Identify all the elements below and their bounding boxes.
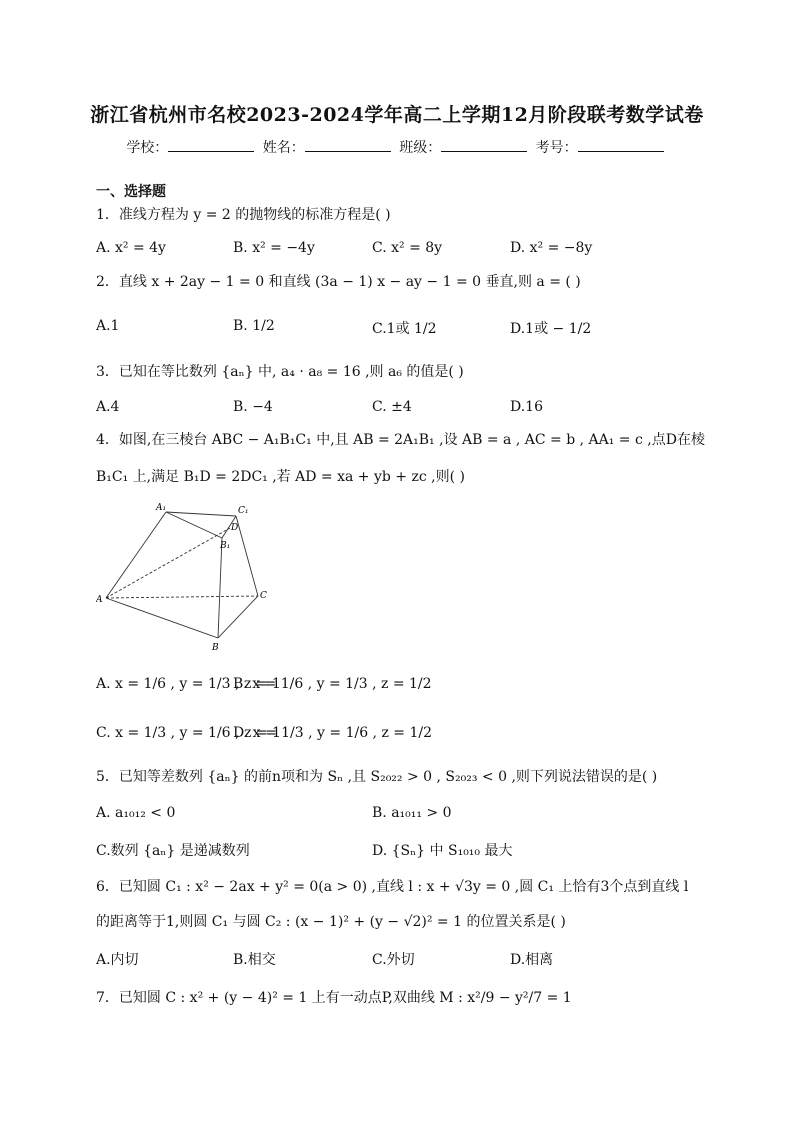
q6-option-b: B.相交 (233, 952, 276, 968)
edge-BC (218, 596, 258, 638)
edge-CC1 (236, 516, 258, 596)
q2-option-d: D.1或 − 1/2 (510, 321, 592, 337)
q5-option-d: D. {Sₙ} 中 S₁₀₁₀ 最大 (372, 843, 513, 859)
q6-option-c: C.外切 (372, 952, 415, 968)
q2-option-b: B. 1/2 (233, 318, 275, 334)
question-1-stem: 1．准线方程为 y = 2 的抛物线的标准方程是( ) (96, 207, 391, 223)
class-label: 班级： (399, 140, 442, 156)
question-4-stem-line2: B₁C₁ 上,满足 B₁D = 2DC₁ ,若 AD = xa + yb + zc ,则( ) (96, 469, 465, 485)
q1-option-d: D. x² = −8y (510, 240, 593, 256)
frustum-diagram (96, 498, 276, 658)
question-5-stem: 5．已知等差数列 {aₙ} 的前n项和为 Sₙ ,且 S₂₀₂₂ > 0 , S₂₀₂₃ < 0 ,则下列说法错误的是( ) (96, 769, 658, 785)
school-label: 学校： (126, 140, 169, 156)
frustum-figure (96, 498, 276, 658)
label-B1: B₁ (220, 541, 231, 551)
question-3-stem: 3．已知在等比数列 {aₙ} 中, a₄ · a₈ = 16 ,则 a₆ 的值是( ) (96, 364, 464, 380)
segment-AD-hidden (106, 528, 230, 598)
q3-option-d: D.16 (510, 399, 543, 415)
edge-A1C1 (166, 512, 236, 516)
question-6-stem-line2: 的距离等于1,则圆 C₁ 与圆 C₂ : (x − 1)² + (y − √2)² = 1 的位置关系是( ) (96, 914, 566, 930)
label-A: A (96, 595, 103, 605)
q6-option-a: A.内切 (96, 952, 139, 968)
q1-option-a: A. x² = 4y (96, 240, 166, 256)
student-info-line (0, 137, 794, 157)
q1-option-c: C. x² = 8y (372, 240, 443, 256)
q5-option-c: C.数列 {aₙ} 是递减数列 (96, 843, 250, 859)
edge-AC-hidden (106, 596, 258, 598)
label-A1: A₁ (156, 503, 167, 513)
q5-option-b: B. a₁₀₁₁ > 0 (372, 805, 452, 821)
q3-option-c: C. ±4 (372, 399, 412, 415)
edge-A1B1 (166, 512, 222, 538)
question-2-stem: 2．直线 x + 2ay − 1 = 0 和直线 (3a − 1) x − ay − 1 = 0 垂直,则 a = ( ) (96, 274, 581, 290)
name-label: 姓名： (262, 140, 305, 156)
q2-option-c: C.1或 1/2 (372, 321, 437, 337)
exam-title: 浙江省杭州市名校2023-2024学年高二上学期12月阶段联考数学试卷 (90, 104, 704, 126)
q4-option-a: A. x = 1/6 , y = 1/3 , z = 1 (96, 676, 281, 692)
section-title: 一、选择题 (96, 184, 166, 200)
q4-option-d: D. x = 1/3 , y = 1/6 , z = 1/2 (233, 725, 432, 741)
q2-option-a: A.1 (96, 318, 120, 334)
edge-AB (106, 598, 218, 638)
number-label: 考号： (535, 140, 578, 156)
q3-option-b: B. −4 (233, 399, 273, 415)
q1-option-b: B. x² = −4y (233, 240, 315, 256)
question-6-stem-line1: 6．已知圆 C₁ : x² − 2ax + y² = 0(a > 0) ,直线 l : x + √3y = 0 ,圆 C₁ 上恰有3个点到直线 l (96, 879, 689, 895)
number-blank[interactable] (578, 139, 664, 152)
q3-option-a: A.4 (96, 399, 120, 415)
question-7-stem: 7．已知圆 C : x² + (y − 4)² = 1 上有一动点P,双曲线 M : x²/9 − y²/7 = 1 (96, 990, 572, 1006)
edge-AA1 (106, 512, 166, 598)
name-blank[interactable] (305, 139, 391, 152)
q4-option-c: C. x = 1/3 , y = 1/6 , z = 1 (96, 725, 281, 741)
label-C1: C₁ (238, 506, 249, 516)
q5-option-a: A. a₁₀₁₂ < 0 (96, 805, 176, 821)
edge-BB1 (218, 538, 222, 638)
label-D: D (231, 523, 239, 533)
school-blank[interactable] (168, 139, 254, 152)
q4-option-b: B. x = 1/6 , y = 1/3 , z = 1/2 (233, 676, 432, 692)
class-blank[interactable] (441, 139, 527, 152)
question-4-stem-line1: 4．如图,在三棱台 ABC − A₁B₁C₁ 中,且 AB = 2A₁B₁ ,设 AB = a , AC = b , AA₁ = c ,点D在棱 (96, 432, 705, 448)
label-B: B (212, 643, 219, 653)
label-C: C (260, 591, 267, 601)
q6-option-d: D.相离 (510, 952, 554, 968)
